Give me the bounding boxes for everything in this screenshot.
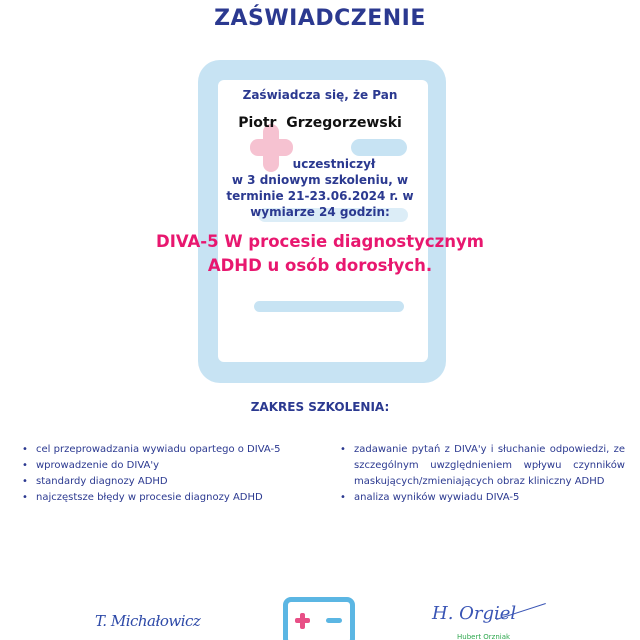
training-text: w 3 dniowym szkoleniu, w bbox=[231, 173, 409, 187]
logo-frame bbox=[283, 597, 355, 640]
participant-name: Piotr Grzegorzewski bbox=[238, 115, 402, 131]
scope-heading: ZAKRES SZKOLENIA: bbox=[250, 400, 390, 414]
signature-left: T. Michałowicz bbox=[95, 612, 201, 630]
scope-list-right bbox=[340, 442, 625, 506]
course-title-line-1: DIVA-5 W procesie diagnostycznym bbox=[156, 232, 484, 251]
list-item: • najczęstsze błędy w procesie diagnozy ADHD bbox=[22, 490, 322, 506]
dates-text: terminie 21-23.06.2024 r. w bbox=[226, 189, 414, 203]
signature-right: H. Orgiel bbox=[432, 603, 517, 624]
logo-minus-icon bbox=[326, 618, 342, 623]
decorative-minus-icon bbox=[351, 139, 407, 156]
signature-right-name: Hubert Orzniak bbox=[457, 633, 511, 640]
list-item: • wprowadzenie do DIVA'y bbox=[22, 458, 322, 474]
list-item: • analiza wyników wywiadu DIVA-5 bbox=[340, 490, 625, 506]
scope-list-left bbox=[22, 442, 322, 506]
logo-plus-icon-bar bbox=[295, 618, 310, 623]
participated-text: uczestniczył bbox=[292, 157, 376, 171]
certificate-title: ZAŚWIADCZENIE bbox=[214, 6, 426, 31]
decorative-plus-icon-horizontal bbox=[250, 139, 293, 156]
hours-text: wymiarze 24 godzin: bbox=[250, 205, 390, 219]
course-title bbox=[100, 230, 540, 278]
list-item: • cel przeprowadzania wywiadu opartego o DIVA-5 bbox=[22, 442, 322, 458]
course-title-line-2: ADHD u osób dorosłych. bbox=[207, 256, 433, 275]
intro-text: Zaświadcza się, że Pan bbox=[242, 88, 398, 102]
list-item: • zadawanie pytań z DIVA'y i słuchanie odpowiedzi, ze szczególnym uwzględnieniem wpływu czynników maskujących/zmieniających obraz kliniczny ADHD bbox=[340, 442, 625, 490]
decorative-bar bbox=[254, 301, 404, 312]
list-item: • standardy diagnozy ADHD bbox=[22, 474, 322, 490]
